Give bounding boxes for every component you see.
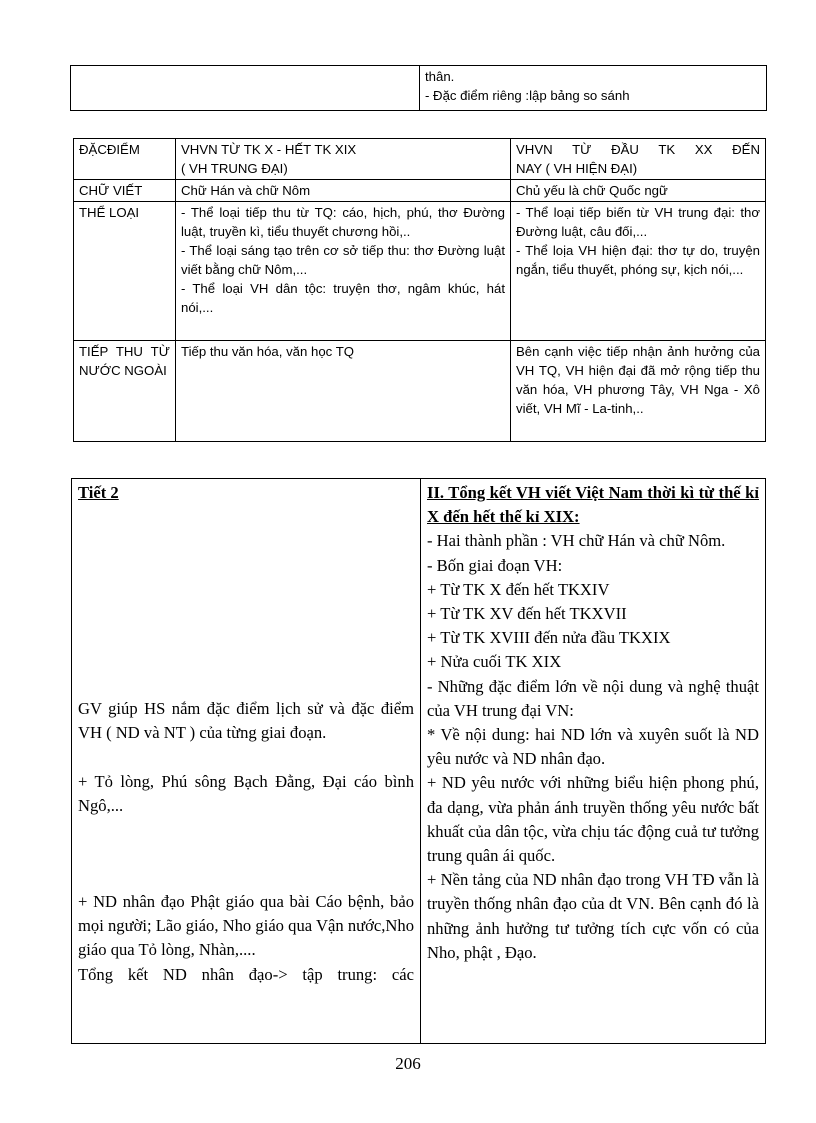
row-label: THỂ LOẠI	[74, 202, 176, 341]
cell-modern: Chủ yếu là chữ Quốc ngữ	[511, 180, 766, 202]
activity-text: + Tỏ lòng, Phú sông Bạch Đằng, Đại cáo bình Ngô,...	[78, 771, 414, 815]
section-heading: II. Tổng kết VH viết Việt Nam thời kì từ thế kỉ X đến hết thế kỉ XIX:	[427, 483, 759, 527]
lesson-title: Tiết 2	[78, 483, 119, 502]
teacher-activity-cell	[72, 479, 421, 1044]
table-row	[74, 202, 766, 341]
table-row	[74, 341, 766, 442]
cell-modern: Bên cạnh việc tiếp nhận ảnh hưởng của VH TQ, VH hiện đại đã mở rộng tiếp thu văn hóa, VH phương Tây, VH Nga - Xô viết, VH Mĩ - La-tinh,..	[511, 341, 766, 442]
activity-text: Tổng kết ND nhân đạo-> tập trung: các	[78, 964, 414, 984]
header-modern: VHVN TỪ ĐẦU TK XX ĐẾN NAY ( VH HIỆN ĐẠI)	[511, 139, 766, 180]
cell-medieval: - Thể loại tiếp thu từ TQ: cáo, hịch, phú, thơ Đường luật, truyền kì, tiểu thuyết chương hồi,.. - Thể loại sáng tạo trên cơ sở tiếp thu: thơ Đường luật viết bằng chữ Nôm,... - Thể loại VH dân tộc: truyện thơ, ngâm khúc, hát nói,...	[176, 202, 511, 341]
content-cell	[421, 479, 766, 1044]
row-label: CHỮ VIẾT	[74, 180, 176, 202]
content-item: + Nền tảng của ND nhân đạo trong VH TĐ vẫn là truyền thống nhân đạo của dt VN. Bên cạnh đó là những ảnh hưởng tư tưởng tích cực vốn có của Nho, phật , Đạo.	[427, 870, 759, 962]
content-item: - Những đặc điểm lớn về nội dung và nghệ thuật của VH trung đại VN:	[427, 676, 759, 720]
cell-modern: - Thể loại tiếp biến từ VH trung đại: thơ Đường luật, câu đối,... - Thể loịa VH hiện đại: thơ tự do, truyện ngắn, tiểu thuyết, phóng sự, kịch nói,...	[511, 202, 766, 341]
content-item: + Từ TK X đến hết TKXIV	[427, 579, 610, 599]
content-item: + Từ TK XVIII đến nửa đầu TKXIX	[427, 628, 671, 648]
activity-text: GV giúp HS nắm đặc điểm lịch sử và đặc điểm VH ( ND và NT ) của từng giai đoạn.	[78, 699, 414, 743]
table-row	[72, 479, 766, 1044]
content-item: - Hai thành phần : VH chữ Hán và chữ Nôm.	[427, 531, 726, 551]
row-label: TIẾP THU TỪ NƯỚC NGOÀI	[74, 341, 176, 442]
content-item: + Từ TK XV đến hết TKXVII	[427, 604, 627, 624]
content-item: - Bốn giai đoạn VH:	[427, 555, 563, 575]
top-right-cell	[420, 66, 767, 111]
top-left-cell	[71, 66, 420, 111]
top-table	[70, 65, 767, 111]
header-characteristic: ĐẶCĐIỂM	[74, 139, 176, 180]
table-row	[74, 180, 766, 202]
top-right-line: thân.	[425, 69, 455, 84]
table-row	[71, 66, 767, 111]
comparison-table	[73, 138, 766, 442]
header-medieval: VHVN TỪ TK X - HẾT TK XIX ( VH TRUNG ĐẠI)	[176, 139, 511, 180]
content-item: + ND yêu nước với những biểu hiện phong phú, đa dạng, vừa phản ánh truyền thống yêu nước bất khuất của dân tộc, vừa chịu tác động cuả tư tưởng trung quân ái quốc.	[427, 773, 759, 866]
cell-medieval: Tiếp thu văn hóa, văn học TQ	[176, 341, 511, 442]
activity-text: + ND nhân đạo Phật giáo qua bài Cáo bệnh, bảo mọi người; Lão giáo, Nho giáo qua Vận nước,Nho giáo qua Tỏ lòng, Nhàn,....	[78, 892, 414, 960]
table-header-row	[74, 139, 766, 180]
content-item: * Về nội dung: hai ND lớn và xuyên suốt là ND yêu nước và ND nhân đạo.	[427, 725, 759, 769]
lesson-table	[71, 478, 766, 1044]
content-item: + Nửa cuối TK XIX	[427, 652, 562, 672]
cell-medieval: Chữ Hán và chữ Nôm	[176, 180, 511, 202]
page-number: 206	[395, 1054, 421, 1073]
top-right-line: - Đặc điểm riêng :lập bảng so sánh	[425, 88, 630, 103]
